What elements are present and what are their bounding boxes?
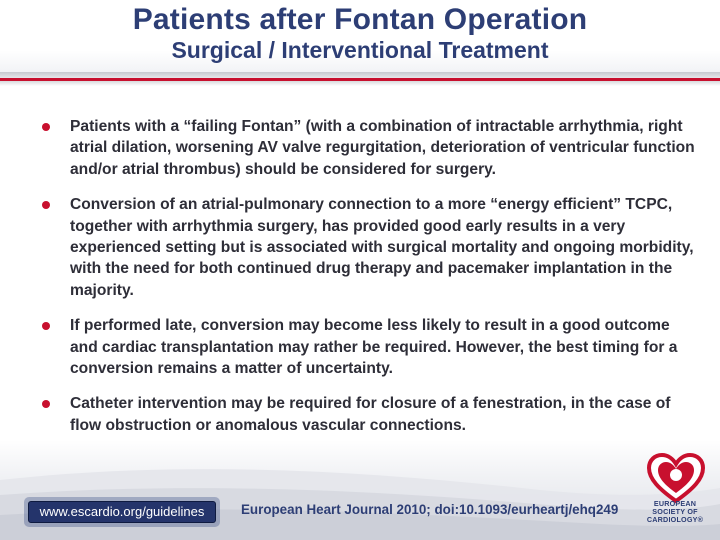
bullet-text: If performed late, conversion may become less likely to result in a good outcome and cardiac transplantation may rather be required. However, the best timing for a conversion remains a matter of uncertainty.	[70, 317, 678, 378]
guidelines-link[interactable]: www.escardio.org/guidelines	[28, 501, 216, 523]
bullet-item	[38, 315, 698, 379]
header-divider-shadow	[0, 81, 720, 86]
esc-logo-text	[630, 500, 720, 524]
slide-title: Patients after Fontan Operation	[132, 3, 588, 36]
journal-citation: European Heart Journal 2010; doi:10.1093/eurheartj/ehq249	[241, 502, 619, 517]
logo-line-1: EUROPEAN	[653, 499, 697, 508]
bullet-item	[38, 194, 698, 301]
red-dot-bullet-icon	[42, 123, 50, 131]
logo-line-3: CARDIOLOGY®	[646, 515, 704, 524]
red-dot-bullet-icon	[42, 400, 50, 408]
slide-header	[0, 0, 720, 72]
red-dot-bullet-icon	[42, 201, 50, 209]
bullet-list	[38, 116, 698, 450]
logo-line-2: SOCIETY OF	[652, 507, 698, 516]
slide-subtitle: Surgical / Interventional Treatment	[171, 37, 549, 63]
red-dot-bullet-icon	[42, 322, 50, 330]
bullet-item	[38, 116, 698, 180]
bullet-text: Patients with a “failing Fontan” (with a combination of intractable arrhythmia, right atrial dilation, worsening AV valve regurgitation, deterioration of ventricular function and/or atrial thrombus) should be considered for surgery.	[70, 118, 695, 178]
esc-heart-logo-icon	[645, 453, 707, 505]
bullet-item	[38, 393, 698, 436]
bullet-text: Conversion of an atrial-pulmonary connection to a more “energy efficient” TCPC, together with arrhythmia surgery, has provided good early results in a very experienced setting but is associated with surgical mortality and ongoing morbidity, with the need for both continued drug therapy and pacemaker implantation in the majority.	[70, 196, 694, 299]
bullet-text: Catheter intervention may be required for closure of a fenestration, in the case of flow obstruction or anomalous vascular connections.	[70, 395, 671, 434]
